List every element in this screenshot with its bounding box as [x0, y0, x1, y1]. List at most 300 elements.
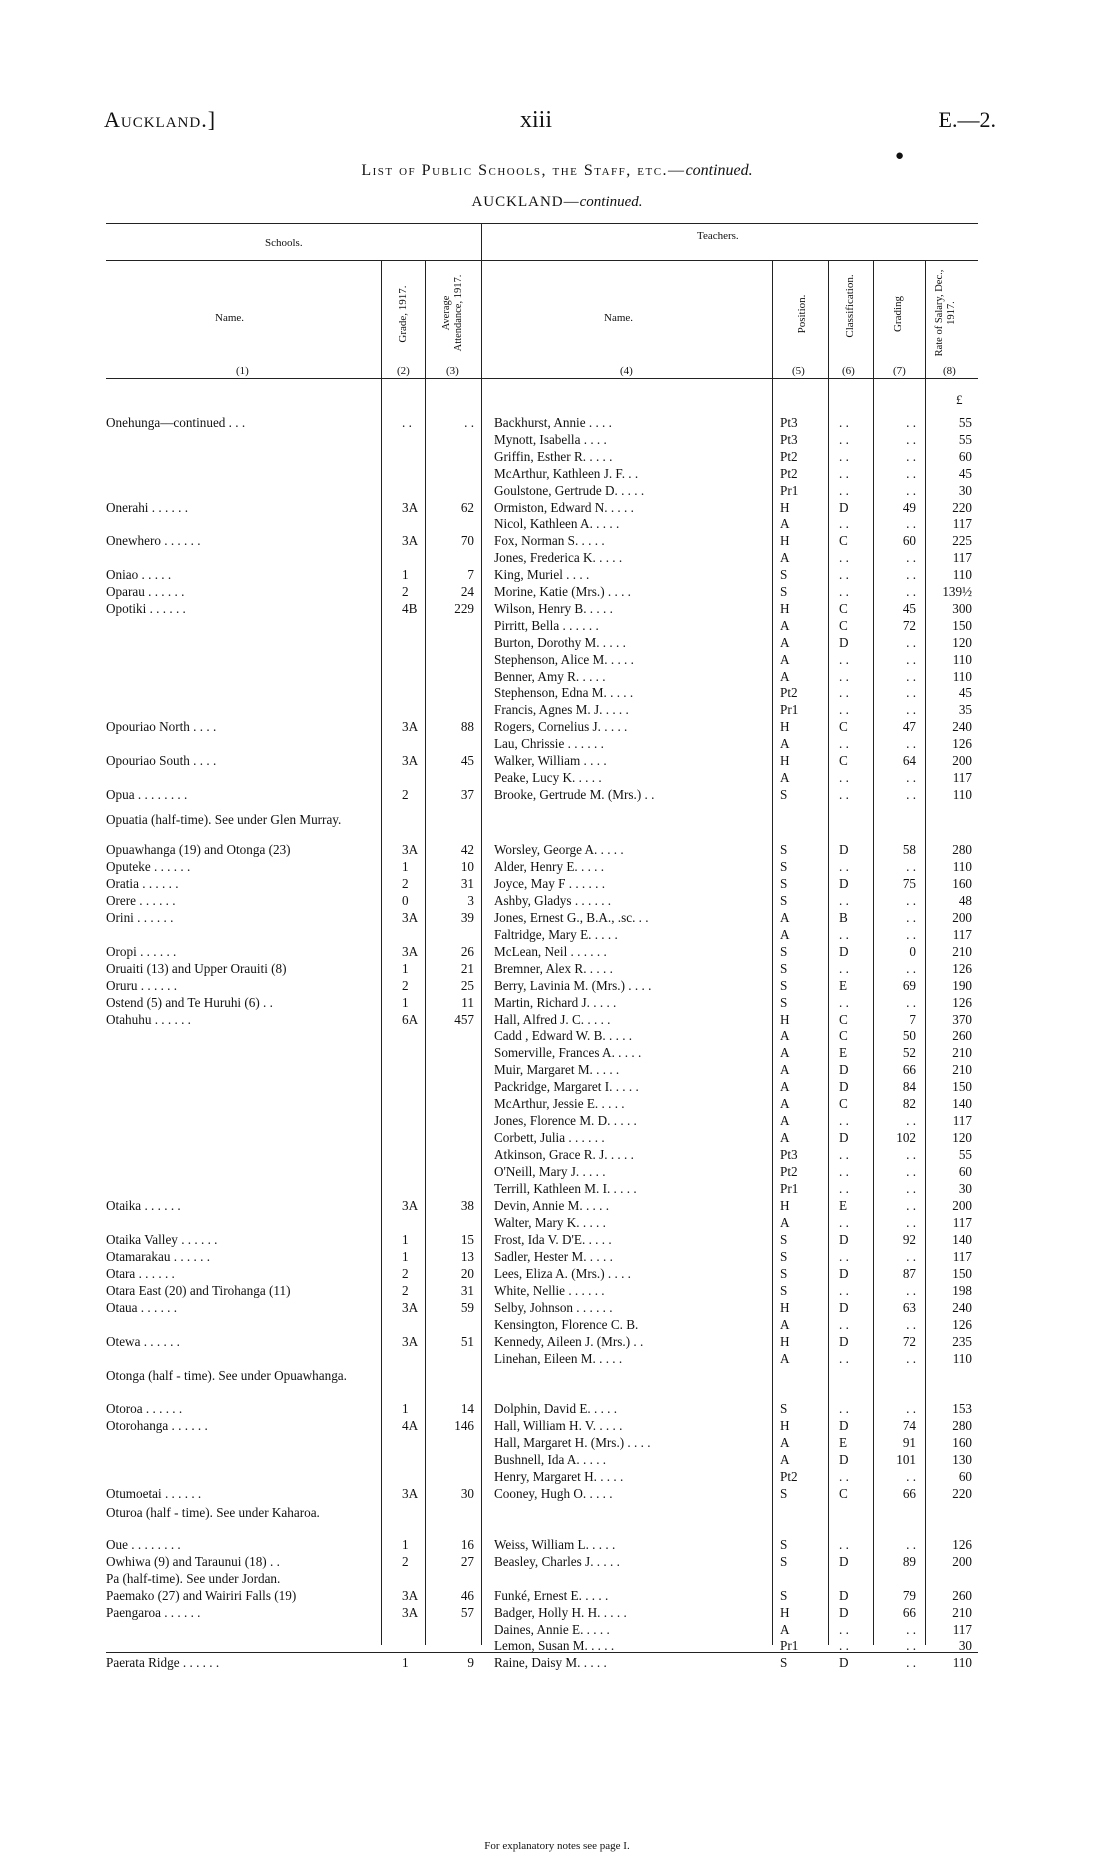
- grading-cell: 0: [909, 943, 916, 959]
- position-cell: A: [780, 769, 790, 785]
- salary-cell: 370: [952, 1011, 972, 1027]
- teacher-name-cell: Griffin, Esther R. . . . .: [494, 448, 613, 464]
- position-cell: S: [780, 1231, 788, 1247]
- salary-cell: 160: [952, 1434, 972, 1450]
- teacher-name-cell: Benner, Amy R. . . . .: [494, 668, 606, 684]
- table-row: [0, 1044, 1114, 1061]
- classification-cell: . .: [839, 892, 849, 908]
- salary-cell: 300: [952, 600, 972, 616]
- table-row: [0, 960, 1114, 977]
- school-name-cell: Opouriao North . . . .: [106, 719, 217, 735]
- grade-cell: 4A: [402, 1417, 419, 1433]
- position-cell: A: [780, 1214, 790, 1230]
- position-cell: A: [780, 668, 790, 684]
- salary-cell: 200: [952, 1553, 972, 1569]
- classification-cell: D: [839, 1451, 849, 1467]
- table-row: [0, 1451, 1114, 1468]
- table-row: [0, 1163, 1114, 1180]
- table-row: [0, 1604, 1114, 1621]
- school-name-cell: Onehunga—continued . . .: [106, 415, 246, 430]
- salary-cell: 48: [958, 892, 972, 908]
- salary-cell: 220: [952, 1485, 972, 1501]
- position-cell: H: [780, 533, 790, 549]
- table-row: [0, 841, 1114, 858]
- table-row: [0, 769, 1114, 786]
- teacher-name-cell: McArthur, Kathleen J. F. . .: [494, 465, 639, 481]
- grade-cell: . .: [402, 415, 412, 430]
- salary-cell: 260: [952, 1587, 972, 1603]
- position-cell: S: [780, 1537, 788, 1552]
- grading-cell: 49: [902, 499, 916, 515]
- attendance-cell: 31: [460, 875, 474, 891]
- salary-cell: 45: [958, 465, 972, 481]
- attendance-cell: 7: [467, 567, 474, 583]
- classification-cell: C: [839, 533, 848, 549]
- grade-cell: 3A: [402, 842, 419, 857]
- attendance-cell: 62: [460, 499, 474, 515]
- position-cell: S: [780, 1553, 788, 1569]
- grading-cell: . .: [906, 668, 916, 684]
- salary-cell: 140: [952, 1231, 972, 1247]
- grade-cell: 1: [402, 1655, 409, 1671]
- grade-cell: 2: [402, 584, 409, 599]
- col-teachers: Teachers.: [697, 230, 739, 242]
- classification-cell: . .: [839, 1214, 849, 1230]
- table-row: [0, 549, 1114, 566]
- table-row: [0, 1248, 1114, 1265]
- school-name-cell: Opuawhanga (19) and Otonga (23): [106, 842, 291, 857]
- position-cell: H: [780, 1604, 790, 1620]
- teacher-name-cell: Lemon, Susan M. . . . .: [494, 1638, 615, 1654]
- table-row: [0, 977, 1114, 994]
- teacher-name-cell: Cooney, Hugh O. . . . .: [494, 1485, 613, 1501]
- classification-cell: . .: [839, 769, 849, 785]
- table-row: [0, 1231, 1114, 1248]
- salary-cell: 60: [958, 1468, 972, 1484]
- grading-cell: . .: [906, 685, 916, 701]
- grading-cell: 64: [902, 753, 916, 768]
- table-row: [0, 1146, 1114, 1163]
- teacher-name-cell: Peake, Lucy K. . . . .: [494, 769, 602, 785]
- table-row: [0, 909, 1114, 926]
- position-cell: A: [780, 1113, 790, 1129]
- teacher-name-cell: Packridge, Margaret I. . . . .: [494, 1079, 639, 1095]
- school-name-cell: Pa (half-time). See under Jordan.: [106, 1570, 281, 1586]
- school-name-cell: Oruru . . . . . .: [106, 977, 178, 993]
- school-name-cell: Otaika Valley . . . . . .: [106, 1231, 218, 1247]
- salary-cell: 240: [952, 1299, 972, 1315]
- teacher-name-cell: Jones, Florence M. D. . . . .: [494, 1113, 637, 1129]
- attendance-cell: 88: [460, 719, 474, 735]
- classification-cell: D: [839, 1553, 849, 1569]
- grade-cell: 2: [402, 1265, 409, 1281]
- teacher-name-cell: Rogers, Cornelius J. . . . .: [494, 719, 628, 735]
- teacher-name-cell: Kensington, Florence C. B.: [494, 1316, 639, 1332]
- grading-cell: . .: [906, 1164, 916, 1180]
- position-cell: Pr1: [780, 482, 799, 498]
- teacher-name-cell: Faltridge, Mary E. . . . .: [494, 926, 618, 942]
- grading-cell: . .: [906, 786, 916, 802]
- grade-cell: 1: [402, 1248, 409, 1264]
- teacher-name-cell: Cadd , Edward W. B. . . . .: [494, 1028, 633, 1044]
- position-cell: A: [780, 1621, 790, 1637]
- rule-head-bottom: [106, 378, 978, 379]
- teacher-name-cell: McLean, Neil . . . . . .: [494, 943, 607, 959]
- classification-cell: . .: [839, 550, 849, 566]
- position-cell: A: [780, 1028, 790, 1044]
- table-row: [0, 1299, 1114, 1316]
- table-row: [0, 1011, 1114, 1028]
- grading-cell: 52: [902, 1045, 916, 1061]
- grading-cell: . .: [906, 1214, 916, 1230]
- grade-cell: 1: [402, 1537, 409, 1552]
- table-row: [0, 701, 1114, 718]
- grade-cell: 2: [402, 977, 409, 993]
- position-cell: Pr1: [780, 702, 799, 718]
- position-cell: Pt3: [780, 431, 798, 447]
- school-name-cell: Otara . . . . . .: [106, 1265, 175, 1281]
- position-cell: S: [780, 994, 788, 1010]
- school-note-oturoa: Oturoa (half - time). See under Kaharoa.: [106, 1505, 320, 1520]
- school-name-cell: Oratia . . . . . .: [106, 875, 179, 891]
- classification-cell: . .: [839, 786, 849, 802]
- currency-symbol: £: [956, 392, 963, 407]
- teacher-name-cell: Jones, Ernest G., B.A., .sc. . .: [494, 909, 649, 925]
- teacher-name-cell: Joyce, May F . . . . . .: [494, 875, 605, 891]
- grading-cell: . .: [906, 736, 916, 752]
- page-title: List of Public Schools, the Staff, etc.—continued.: [361, 162, 753, 179]
- position-cell: Pr1: [780, 1181, 799, 1196]
- page-header-left: Auckland.]: [104, 107, 217, 132]
- attendance-cell: 37: [460, 786, 474, 802]
- salary-cell: 210: [952, 1062, 972, 1078]
- grading-cell: . .: [906, 448, 916, 464]
- rule-teachers: [480, 260, 978, 261]
- grading-cell: . .: [906, 415, 916, 430]
- teacher-name-cell: Kennedy, Aileen J. (Mrs.) . .: [494, 1333, 644, 1349]
- attendance-cell: 16: [460, 1537, 474, 1552]
- teacher-name-cell: Morine, Katie (Mrs.) . . . .: [494, 584, 631, 599]
- classification-cell: . .: [839, 584, 849, 599]
- position-cell: H: [780, 499, 790, 515]
- school-name-cell: Paemako (27) and Wairiri Falls (19): [106, 1587, 297, 1603]
- classification-cell: C: [839, 1028, 848, 1044]
- table-row: [0, 1570, 1114, 1587]
- teacher-name-cell: Francis, Agnes M. J. . . . .: [494, 702, 629, 718]
- school-name-cell: Ostend (5) and Te Huruhi (6) . .: [106, 994, 273, 1010]
- classification-cell: . .: [839, 1164, 849, 1180]
- grading-cell: 72: [902, 617, 916, 633]
- table-row: [0, 892, 1114, 909]
- grading-cell: . .: [906, 634, 916, 650]
- attendance-cell: 46: [460, 1587, 474, 1603]
- classification-cell: . .: [839, 1248, 849, 1264]
- position-cell: H: [780, 719, 790, 735]
- teacher-name-cell: Fox, Norman S. . . . .: [494, 533, 605, 549]
- position-cell: A: [780, 1451, 790, 1467]
- salary-cell: 220: [952, 499, 972, 515]
- grading-cell: 91: [902, 1434, 916, 1450]
- attendance-cell: 15: [460, 1231, 474, 1247]
- position-cell: S: [780, 875, 788, 891]
- classification-cell: . .: [839, 465, 849, 481]
- classification-cell: . .: [839, 994, 849, 1010]
- classification-cell: C: [839, 719, 848, 735]
- grade-cell: 3A: [402, 1485, 419, 1501]
- grading-cell: 66: [902, 1485, 916, 1501]
- position-cell: A: [780, 926, 790, 942]
- salary-cell: 210: [952, 943, 972, 959]
- salary-cell: 55: [958, 1147, 972, 1163]
- position-cell: S: [780, 1655, 788, 1671]
- attendance-cell: . .: [464, 415, 474, 430]
- attendance-cell: 38: [460, 1197, 474, 1213]
- salary-cell: 30: [958, 1638, 972, 1654]
- col-salary: Rate of Salary, Dec., 1917.: [934, 269, 957, 357]
- salary-cell: 130: [952, 1451, 972, 1467]
- table-row: [0, 1078, 1114, 1095]
- table-row: [0, 1265, 1114, 1282]
- grading-cell: . .: [906, 858, 916, 874]
- classification-cell: D: [839, 1587, 849, 1603]
- classification-cell: . .: [839, 1147, 849, 1163]
- school-name-cell: Otoroa . . . . . .: [106, 1401, 183, 1416]
- table-row: [0, 583, 1114, 600]
- grading-cell: 60: [902, 533, 916, 549]
- school-name-cell: Onerahi . . . . . .: [106, 499, 189, 515]
- position-cell: A: [780, 1079, 790, 1095]
- grading-cell: . .: [906, 1197, 916, 1213]
- classification-cell: . .: [839, 482, 849, 498]
- teacher-name-cell: Martin, Richard J. . . . .: [494, 994, 617, 1010]
- salary-cell: 150: [952, 1265, 972, 1281]
- teacher-name-cell: Bushnell, Ida A. . . . .: [494, 1451, 607, 1467]
- classification-cell: E: [839, 1197, 848, 1213]
- salary-cell: 235: [952, 1333, 972, 1349]
- teacher-name-cell: Walter, Mary K. . . . .: [494, 1214, 606, 1230]
- col-name-teachers: Name.: [604, 312, 634, 324]
- school-name-cell: Otewa . . . . . .: [106, 1333, 180, 1349]
- school-name-cell: Oniao . . . . .: [106, 567, 172, 583]
- position-cell: H: [780, 600, 790, 616]
- footer-note: For explanatory notes see page I.: [484, 1840, 630, 1852]
- teacher-name-cell: Burton, Dorothy M. . . . .: [494, 634, 626, 650]
- position-cell: Pt3: [780, 415, 798, 430]
- salary-cell: 139½: [942, 584, 972, 599]
- school-name-cell: Otamarakau . . . . . .: [106, 1248, 210, 1264]
- position-cell: A: [780, 651, 790, 667]
- classification-cell: C: [839, 617, 848, 633]
- col-num-7: (7): [893, 365, 906, 377]
- position-cell: S: [780, 584, 788, 599]
- salary-cell: 150: [952, 1079, 972, 1095]
- grading-cell: . .: [906, 994, 916, 1010]
- position-cell: A: [780, 550, 790, 566]
- salary-cell: 126: [952, 994, 972, 1010]
- grade-cell: 3A: [402, 909, 419, 925]
- school-note-otonga: Otonga (half - time). See under Opuawhanga.: [106, 1368, 347, 1383]
- grade-cell: 3A: [402, 1604, 419, 1620]
- teacher-name-cell: Stephenson, Alice M. . . . .: [494, 651, 634, 667]
- classification-cell: . .: [839, 1181, 849, 1196]
- classification-cell: D: [839, 1299, 849, 1315]
- teacher-name-cell: Ashby, Gladys . . . . . .: [494, 892, 612, 908]
- teacher-name-cell: Lau, Chrissie . . . . . .: [494, 736, 604, 752]
- school-name-cell: Onewhero . . . . . .: [106, 533, 201, 549]
- grading-cell: . .: [906, 1621, 916, 1637]
- school-name-cell: Otorohanga . . . . . .: [106, 1417, 208, 1433]
- col-grading: Grading: [892, 295, 904, 333]
- salary-cell: 126: [952, 1316, 972, 1332]
- attendance-cell: 457: [454, 1011, 474, 1027]
- school-name-cell: Otaika . . . . . .: [106, 1197, 181, 1213]
- grading-cell: . .: [906, 1282, 916, 1298]
- position-cell: A: [780, 1096, 790, 1112]
- table-row: [0, 1485, 1114, 1502]
- grading-cell: 69: [902, 977, 916, 993]
- classification-cell: D: [839, 634, 849, 650]
- teacher-name-cell: Goulstone, Gertrude D. . . . .: [494, 482, 645, 498]
- grading-cell: 47: [902, 719, 916, 735]
- teacher-name-cell: Beasley, Charles J. . . . .: [494, 1553, 620, 1569]
- school-name-cell: Paengaroa . . . . . .: [106, 1604, 201, 1620]
- attendance-cell: 146: [454, 1417, 474, 1433]
- attendance-cell: 25: [460, 977, 474, 993]
- salary-cell: 110: [952, 858, 972, 874]
- position-cell: S: [780, 842, 788, 857]
- teacher-name-cell: Backhurst, Annie . . . .: [494, 415, 612, 430]
- school-name-cell: Oparau . . . . . .: [106, 584, 185, 599]
- grading-cell: . .: [906, 926, 916, 942]
- grade-cell: 2: [402, 1553, 409, 1569]
- col-schools: Schools.: [265, 237, 303, 249]
- table-row: [0, 1197, 1114, 1214]
- col-num-6: (6): [842, 365, 855, 377]
- position-cell: S: [780, 1587, 788, 1603]
- table-row: [0, 1400, 1114, 1417]
- position-cell: S: [780, 858, 788, 874]
- table-row: [0, 515, 1114, 532]
- col-attendance: Average Attendance, 1917.: [441, 274, 464, 352]
- classification-cell: D: [839, 1333, 849, 1349]
- school-name-cell: Opouriao South . . . .: [106, 753, 217, 768]
- table-row: [0, 634, 1114, 651]
- school-name-cell: Oputeke . . . . . .: [106, 858, 191, 874]
- table-row: [0, 1434, 1114, 1451]
- teacher-name-cell: Muir, Margaret M. . . . .: [494, 1062, 620, 1078]
- grade-cell: 3A: [402, 753, 419, 768]
- table-row: [0, 600, 1114, 617]
- salary-cell: 198: [952, 1282, 972, 1298]
- teacher-name-cell: Linehan, Eileen M. . . . .: [494, 1350, 623, 1366]
- teacher-name-cell: Worsley, George A. . . . .: [494, 842, 624, 857]
- grading-cell: 84: [902, 1079, 916, 1095]
- teacher-name-cell: Hall, Margaret H. (Mrs.) . . . .: [494, 1434, 651, 1450]
- classification-cell: D: [839, 875, 849, 891]
- classification-cell: E: [839, 1434, 848, 1450]
- table-row: [0, 994, 1114, 1011]
- grading-cell: . .: [906, 1350, 916, 1366]
- attendance-cell: 30: [460, 1485, 474, 1501]
- col-num-4: (4): [620, 365, 633, 377]
- salary-cell: 117: [952, 769, 972, 785]
- attendance-cell: 39: [460, 909, 474, 925]
- position-cell: S: [780, 977, 788, 993]
- attendance-cell: 21: [460, 960, 474, 976]
- school-name-cell: Orere . . . . . .: [106, 892, 176, 908]
- salary-cell: 153: [952, 1401, 972, 1416]
- grading-cell: . .: [906, 516, 916, 532]
- classification-cell: B: [839, 909, 848, 925]
- table-row: [0, 752, 1114, 769]
- classification-cell: D: [839, 1655, 849, 1671]
- table-row: [0, 448, 1114, 465]
- grading-cell: . .: [906, 651, 916, 667]
- grading-cell: . .: [906, 482, 916, 498]
- teacher-name-cell: Henry, Margaret H. . . . .: [494, 1468, 624, 1484]
- salary-cell: 55: [958, 415, 972, 430]
- attendance-cell: 45: [460, 753, 474, 768]
- salary-cell: 210: [952, 1045, 972, 1061]
- classification-cell: . .: [839, 960, 849, 976]
- teacher-name-cell: Funké, Ernest E. . . . .: [494, 1587, 609, 1603]
- teacher-name-cell: Badger, Holly H. H. . . . .: [494, 1604, 627, 1620]
- col-num-1: (1): [236, 365, 249, 377]
- salary-cell: 190: [952, 977, 972, 993]
- salary-cell: 117: [952, 1248, 972, 1264]
- grading-cell: . .: [906, 1248, 916, 1264]
- grading-cell: . .: [906, 550, 916, 566]
- grading-cell: 66: [902, 1604, 916, 1620]
- table-row: [0, 1129, 1114, 1146]
- classification-cell: . .: [839, 448, 849, 464]
- classification-cell: . .: [839, 651, 849, 667]
- grade-cell: 3A: [402, 1299, 419, 1315]
- salary-cell: 126: [952, 1537, 972, 1552]
- attendance-cell: 13: [460, 1248, 474, 1264]
- col-classification: Classification.: [844, 274, 856, 338]
- school-name-cell: Paerata Ridge . . . . . .: [106, 1655, 220, 1671]
- grading-cell: . .: [906, 1181, 916, 1196]
- teacher-name-cell: White, Nellie . . . . . .: [494, 1282, 605, 1298]
- table-row: [0, 617, 1114, 634]
- table-row: [0, 1061, 1114, 1078]
- position-cell: S: [780, 786, 788, 802]
- salary-cell: 45: [958, 685, 972, 701]
- attendance-cell: 11: [461, 994, 474, 1010]
- position-cell: S: [780, 960, 788, 976]
- teacher-name-cell: Devin, Annie M. . . . .: [494, 1197, 610, 1213]
- grade-cell: 2: [402, 1282, 409, 1298]
- table-row: [0, 1333, 1114, 1350]
- teacher-name-cell: Daines, Annie E. . . . .: [494, 1621, 610, 1637]
- table-row: [0, 926, 1114, 943]
- position-cell: A: [780, 1130, 790, 1146]
- grading-cell: . .: [906, 584, 916, 599]
- grading-cell: 79: [902, 1587, 916, 1603]
- attendance-cell: 27: [460, 1553, 474, 1569]
- col-num-2: (2): [397, 365, 410, 377]
- teacher-name-cell: Bremner, Alex R. . . . .: [494, 960, 613, 976]
- table-row: [0, 668, 1114, 685]
- grading-cell: 75: [902, 875, 916, 891]
- grading-cell: . .: [906, 909, 916, 925]
- salary-cell: 117: [952, 1113, 972, 1129]
- page-subtitle: AUCKLAND—continued.: [471, 194, 643, 210]
- grading-cell: . .: [906, 960, 916, 976]
- salary-cell: 140: [952, 1096, 972, 1112]
- classification-cell: . .: [839, 1113, 849, 1129]
